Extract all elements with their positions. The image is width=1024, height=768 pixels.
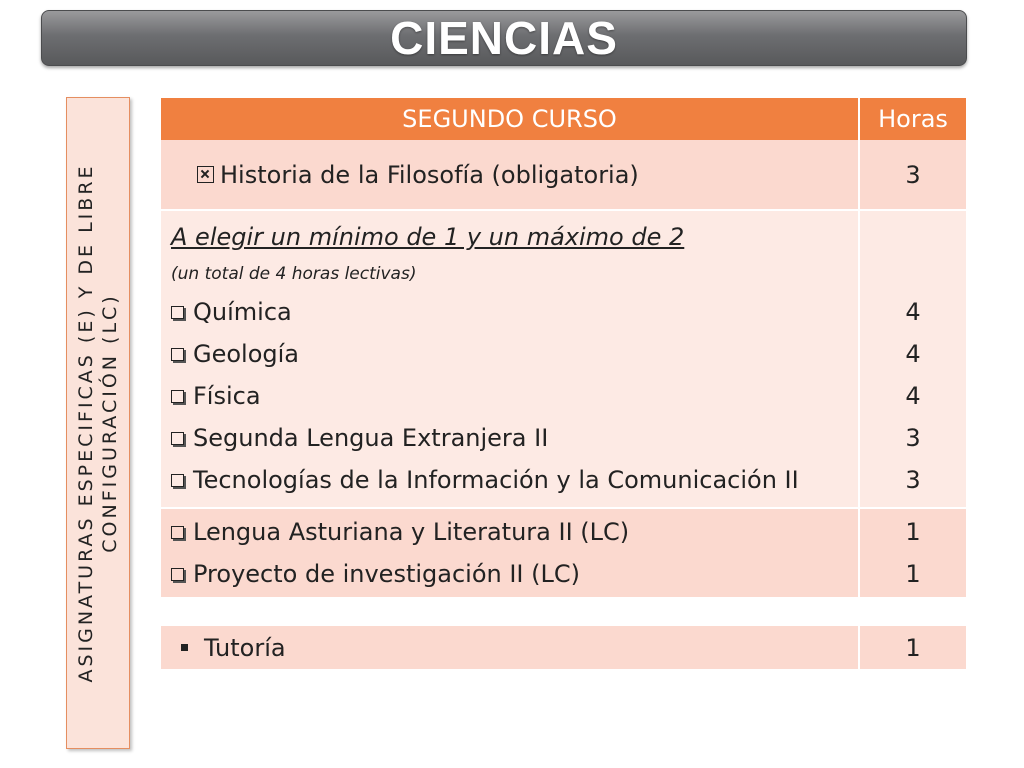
subject-label: Tecnologías de la Información y la Comunicación II [193, 466, 799, 494]
hours-value: 1 [905, 560, 921, 588]
checkbox-icon [171, 526, 184, 539]
elective-heading [171, 217, 848, 257]
subject-label: Proyecto de investigación II (LC) [193, 560, 580, 588]
table-header-row [161, 98, 966, 140]
subject-label: Química [193, 298, 292, 326]
subject-label: Segunda Lengua Extranjera II [193, 424, 549, 452]
subject-label: Lengua Asturiana y Literatura II (LC) [193, 518, 630, 546]
list-item [171, 417, 848, 459]
page-title: CIENCIAS [390, 12, 618, 64]
checked-box-icon [197, 166, 214, 183]
mandatory-subject [197, 154, 848, 196]
table-row [161, 210, 966, 508]
table-row [161, 626, 966, 670]
header-course: SEGUNDO CURSO [161, 98, 859, 140]
title-banner [41, 10, 967, 66]
hours-value: 4 [905, 298, 921, 326]
list-item [171, 459, 848, 501]
elective-note [171, 257, 848, 291]
side-label-line1: ASIGNATURAS ESPECIFICAS (E) Y DE LIBRE [75, 163, 97, 683]
elective-heading-text: A elegir un mínimo de 1 y un máximo de 2 [171, 223, 685, 251]
checkbox-icon [171, 306, 184, 319]
hours-value: 1 [905, 518, 921, 546]
list-item [171, 333, 848, 375]
square-bullet-icon [181, 644, 188, 651]
table-spacer [161, 598, 966, 626]
checkbox-icon [171, 474, 184, 487]
list-item [171, 511, 848, 553]
hours-value: 4 [905, 340, 921, 368]
elective-note-text: (un total de 4 horas lectivas) [171, 264, 417, 284]
list-item [171, 553, 848, 595]
hours-value: 3 [905, 424, 921, 452]
subjects-table [161, 98, 966, 671]
mandatory-subject-label: Historia de la Filosofía (obligatoria) [220, 160, 639, 189]
checkbox-icon [171, 348, 184, 361]
side-label-text [74, 103, 122, 743]
subject-label: Física [193, 382, 261, 410]
hours-value: 3 [905, 466, 921, 494]
tutoring-item [161, 627, 848, 669]
subject-label: Geología [193, 340, 300, 368]
list-item [171, 291, 848, 333]
checkbox-icon [171, 432, 184, 445]
checkbox-icon [171, 568, 184, 581]
table-row [161, 508, 966, 598]
header-hours: Horas [859, 98, 966, 140]
mandatory-hours: 3 [859, 140, 966, 210]
table-row [161, 140, 966, 210]
tutoring-hours: 1 [859, 626, 966, 670]
hours-value: 4 [905, 382, 921, 410]
list-item [171, 375, 848, 417]
side-label-line2: CONFIGURACIÓN (LC) [99, 293, 121, 553]
tutoring-label: Tutoría [204, 633, 286, 662]
checkbox-icon [171, 390, 184, 403]
side-label-box [66, 97, 130, 749]
